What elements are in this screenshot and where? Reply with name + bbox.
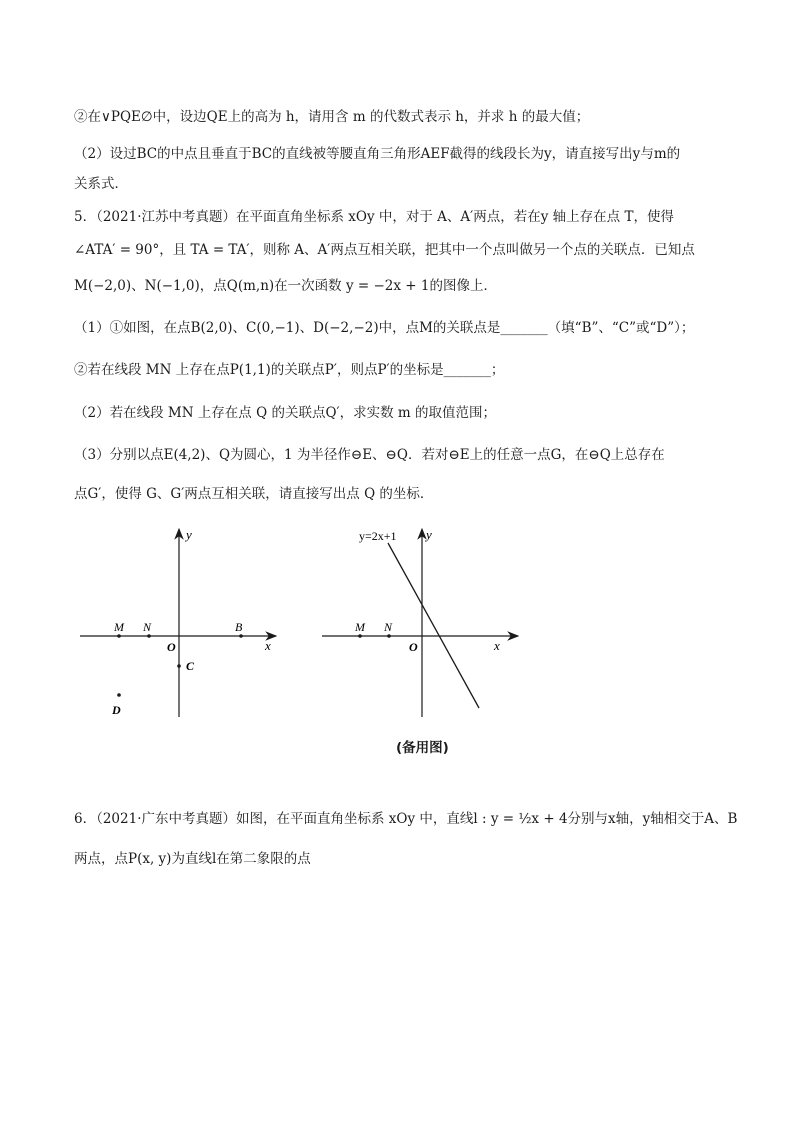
y-axis-label: y bbox=[426, 527, 432, 542]
figure-caption: (备用图) bbox=[396, 740, 449, 756]
point-m-label: M bbox=[114, 620, 124, 634]
figure-1-coordinate-plane bbox=[80, 525, 290, 725]
function-line-label: y=2x+1 bbox=[359, 529, 397, 543]
point-n bbox=[387, 634, 391, 638]
point-d-label: D bbox=[112, 703, 121, 717]
point-n-label: N bbox=[384, 620, 393, 634]
point-m bbox=[117, 634, 121, 638]
point-m bbox=[358, 634, 362, 638]
figure-2-coordinate-plane bbox=[322, 525, 527, 720]
point-b-label: B bbox=[235, 620, 243, 634]
text-line: 关系式． bbox=[74, 176, 128, 192]
text-line: 6．（2021·广东中考真题）如图，在平面直角坐标系 xOy 中，直线l : y = ½x + 4分别与x轴，y轴相交于A、B bbox=[74, 811, 738, 827]
text-line: ②若在线段 MN 上存在点P(1,1)的关联点P′，则点P′的坐标是_______； bbox=[74, 362, 505, 378]
point-c bbox=[177, 664, 181, 668]
text-line: M(−2,0)、N(−1,0)，点Q(m,n)在一次函数 y = −2x + 1的图像上． bbox=[74, 278, 497, 294]
text-line: 两点，点P(x, y)为直线l在第二象限的点 bbox=[74, 851, 311, 867]
origin-label: O bbox=[167, 640, 176, 654]
point-d bbox=[117, 693, 121, 697]
point-n bbox=[147, 634, 151, 638]
text-line: （3）分别以点E(4,2)、Q为圆心，1 为半径作⊖E、⊖Q．若对⊖E上的任意一点G，在⊖Q上总存在 bbox=[74, 447, 665, 463]
text-line: ∠ATA′ = 90°，且 TA = TA′，则称 A、A′两点互相关联，把其中一个点叫做另一个点的关联点．已知点 bbox=[74, 242, 695, 258]
text-line: （1）①如图，在点B(2,0)、C(0,−1)、D(−2,−2)中，点M的关联点是_______（填“B”、“C”或“D”）； bbox=[74, 320, 695, 336]
text-line: （2）设过BC的中点且垂直于BC的直线被等腰直角三角形AEF截得的线段长为y，请直接写出y与m的 bbox=[74, 146, 681, 162]
function-line bbox=[388, 543, 479, 708]
text-line: 点G′，使得 G、G′两点互相关联，请直接写出点 Q 的坐标． bbox=[74, 486, 434, 502]
origin-label: O bbox=[409, 640, 418, 654]
text-line: 5．（2021·江苏中考真题）在平面直角坐标系 xOy 中，对于 A、A′两点，若在y 轴上存在点 T，使得 bbox=[74, 209, 674, 225]
text-line: ②在∨PQE∅中，设边QE上的高为 h，请用含 m 的代数式表示 h，并求 h 的最大值； bbox=[74, 109, 590, 125]
x-axis-label: x bbox=[265, 638, 271, 653]
x-axis-label: x bbox=[494, 638, 500, 653]
point-n-label: N bbox=[143, 620, 152, 634]
y-axis-label: y bbox=[186, 527, 192, 542]
text-line: （2）若在线段 MN 上存在点 Q 的关联点Q′，求实数 m 的取值范围； bbox=[74, 405, 496, 421]
point-c-label: C bbox=[186, 659, 195, 673]
point-b bbox=[239, 634, 243, 638]
point-m-label: M bbox=[355, 620, 365, 634]
